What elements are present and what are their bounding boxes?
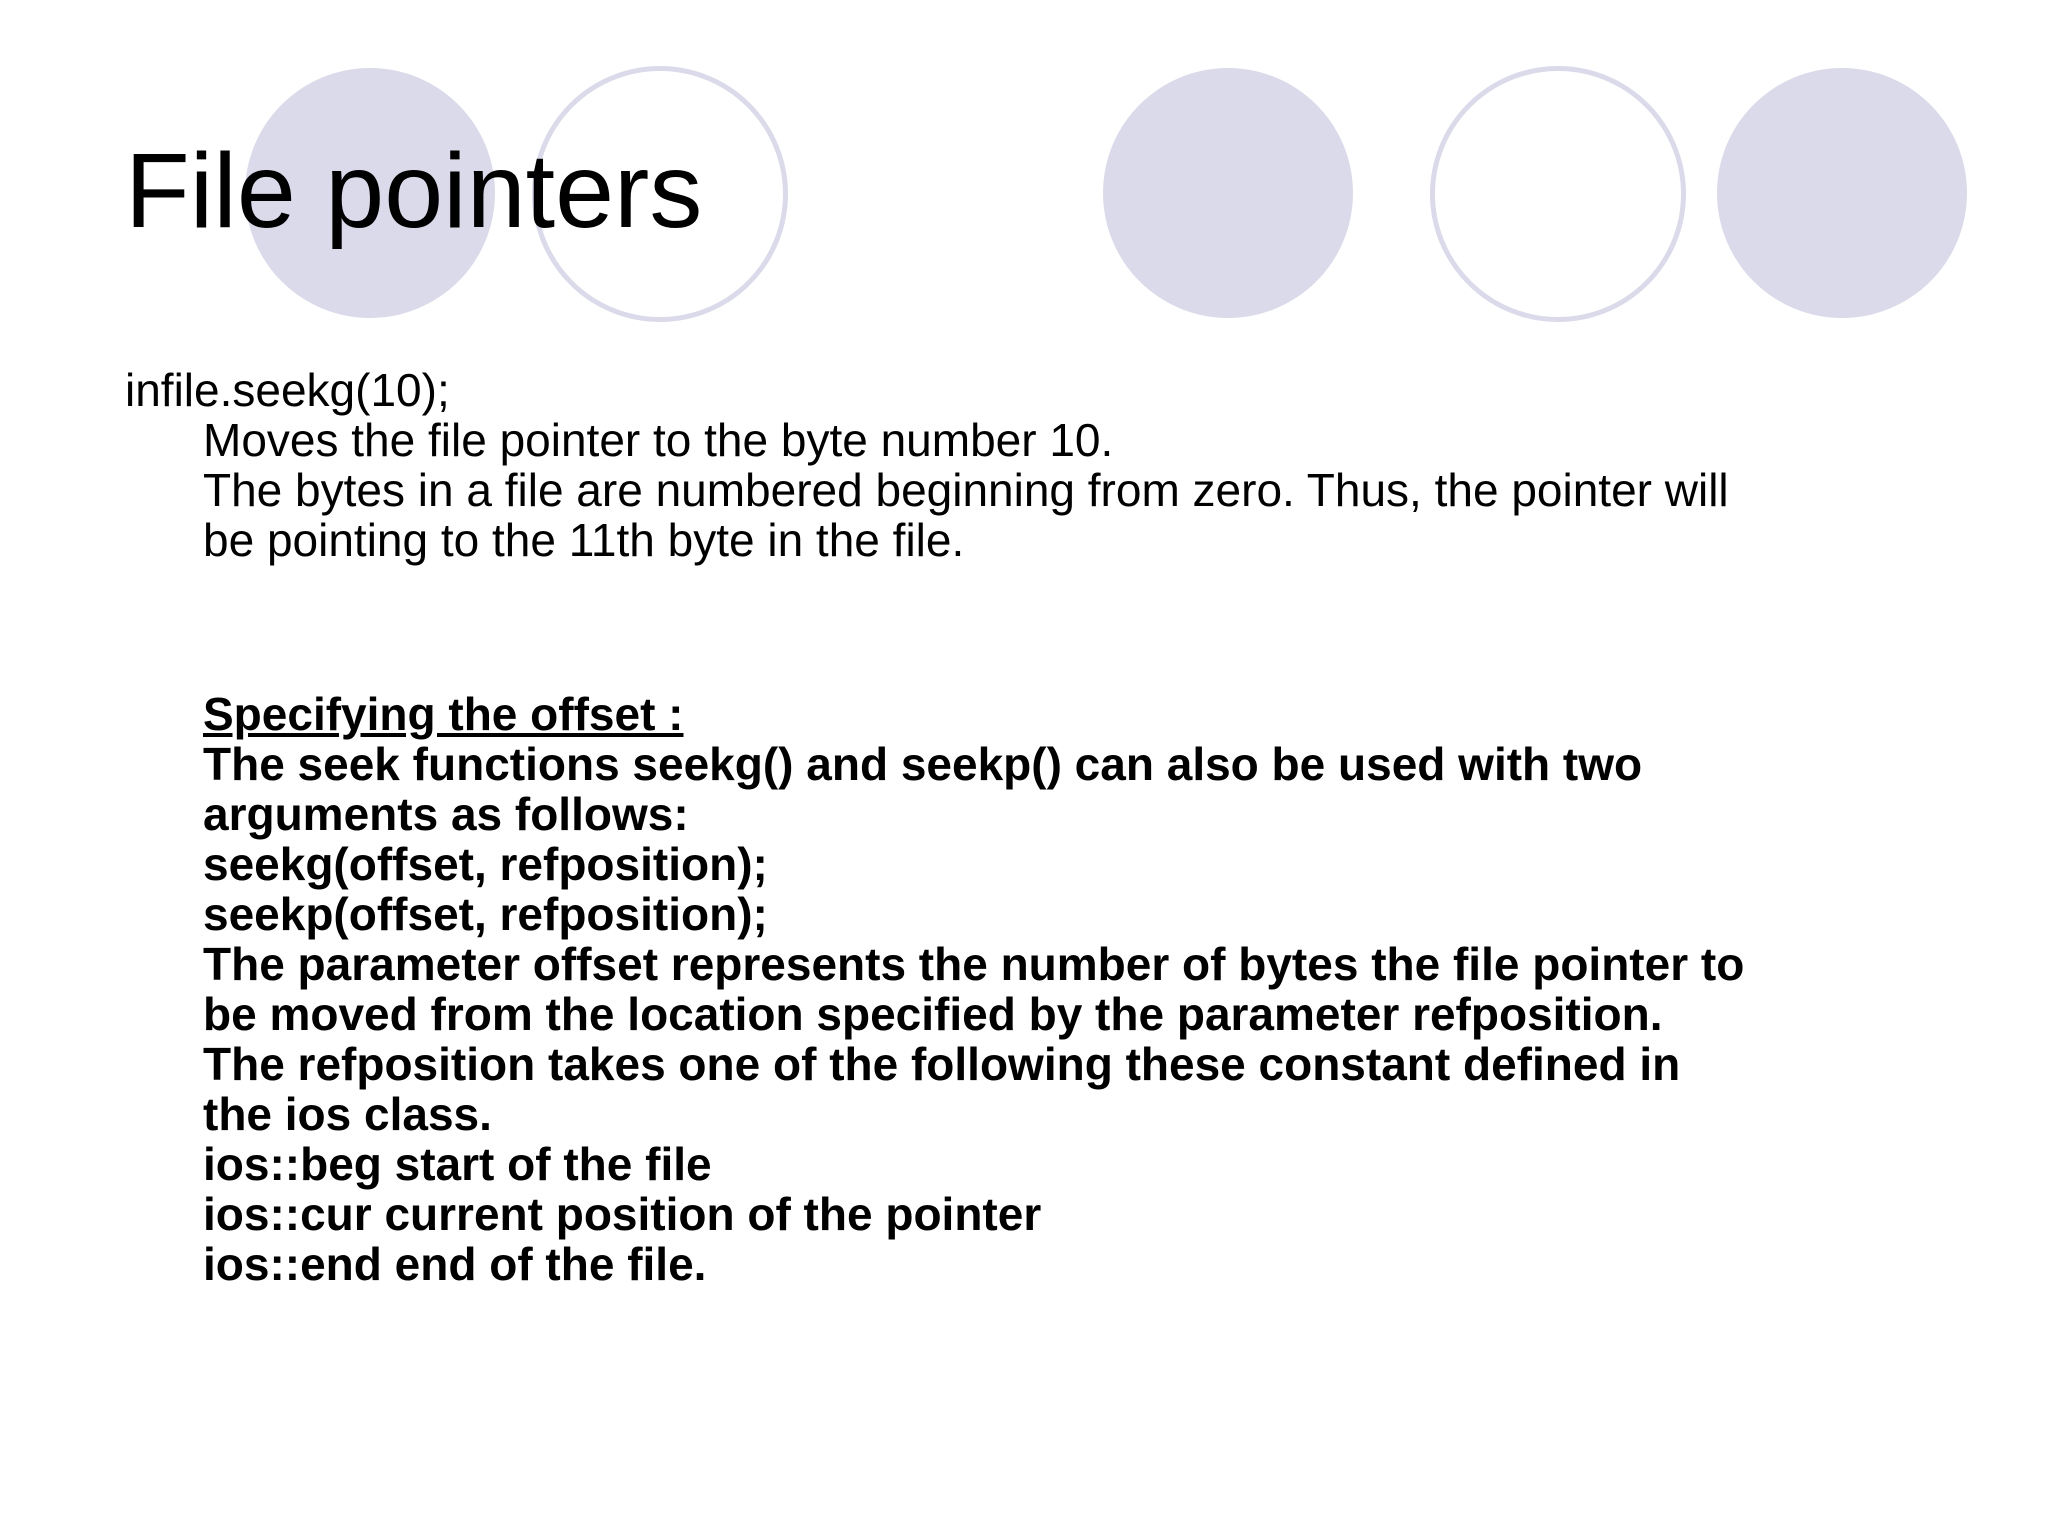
- code-line: infile.seekg(10);: [125, 364, 450, 416]
- description-line: The bytes in a file are numbered beginning from zero. Thus, the pointer will: [203, 464, 1729, 516]
- section-line: The parameter offset represents the number of bytes the file pointer to: [203, 938, 1745, 990]
- description-block: [203, 415, 1975, 565]
- section-line: seekg(offset, refposition);: [203, 838, 768, 890]
- section-line: ios::cur current position of the pointer: [203, 1188, 1042, 1240]
- spacer: [125, 565, 1975, 689]
- section-line: ios::end end of the file.: [203, 1238, 707, 1290]
- decor-circle-filled-2: [1103, 68, 1353, 318]
- slide-body: [125, 365, 1975, 1289]
- section-line: arguments as follows:: [203, 788, 689, 840]
- section-heading: Specifying the offset :: [203, 688, 684, 740]
- description-line: be pointing to the 11th byte in the file.: [203, 514, 965, 566]
- description-line: Moves the file pointer to the byte number 10.: [203, 414, 1114, 466]
- section-line: The refposition takes one of the following these constant defined in: [203, 1038, 1681, 1090]
- offset-section: [203, 689, 1975, 1289]
- section-line: ios::beg start of the file: [203, 1138, 712, 1190]
- decor-circle-filled-3: [1717, 68, 1967, 318]
- section-line: The seek functions seekg() and seekp() can also be used with two: [203, 738, 1643, 790]
- slide-title: File pointers: [125, 132, 703, 250]
- section-line: seekp(offset, refposition);: [203, 888, 768, 940]
- decor-circle-ring-2: [1430, 66, 1686, 322]
- section-line: be moved from the location specified by the parameter refposition.: [203, 988, 1663, 1040]
- section-line: the ios class.: [203, 1088, 492, 1140]
